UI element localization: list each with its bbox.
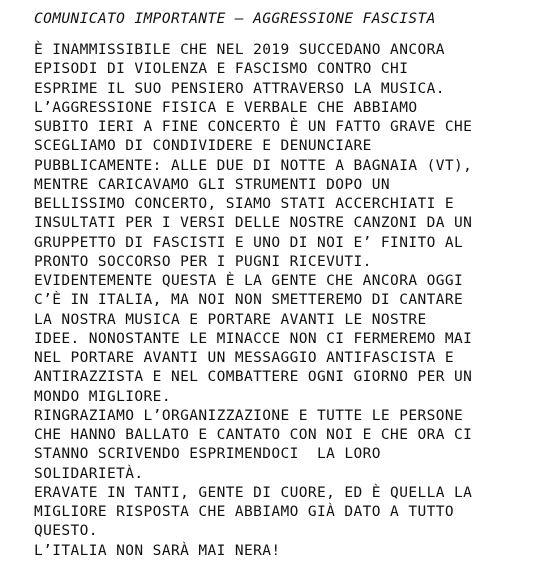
statement-line: SOLIDARIETÀ. [34, 465, 144, 482]
statement-line: STANNO SCRIVENDO ESPRIMENDOCI LA LORO [34, 446, 381, 463]
statement-line: GRUPPETTO DI FASCISTI E UNO DI NOI E’ FINITO AL [34, 234, 464, 251]
statement-line: ERAVATE IN TANTI, GENTE DI CUORE, ED È QUELLA LA [34, 484, 473, 501]
statement-line: L’ITALIA NON SARÀ MAI NERA! [34, 542, 281, 559]
statement-line: C’È IN ITALIA, MA NOI NON SMETTEREMO DI CANTARE [34, 292, 464, 309]
statement-line: SUBITO IERI A FINE CONCERTO È UN FATTO GRAVE CHE [34, 119, 473, 135]
statement-line: MENTRE CARICAVAMO GLI STRUMENTI DOPO UN [34, 176, 391, 193]
statement-line: MIGLIORE RISPOSTA CHE ABBIAMO GIÀ DATO A TUTTO [34, 504, 454, 520]
statement-body [34, 41, 472, 561]
statement-line: PRONTO SOCCORSO PER I PUGNI RICEVUTI. [34, 253, 372, 270]
statement-line: IDEE. NONOSTANTE LE MINACCE NON CI FERMEREMO MAI [34, 330, 473, 347]
statement-line: SCEGLIAMO DI CONDIVIDERE E DENUNCIARE [34, 138, 372, 155]
statement-line: MONDO MIGLIORE. [34, 388, 171, 405]
statement-line: QUESTO. [34, 523, 98, 540]
statement-line: L’AGGRESSIONE FISICA E VERBALE CHE ABBIAMO [34, 99, 418, 116]
statement-line: ESPRIME IL SUO PENSIERO ATTRAVERSO LA MUSICA. [34, 80, 445, 97]
statement-line: EPISODI DI VIOLENZA E FASCISMO CONTRO CHI [34, 61, 409, 78]
statement-title: COMUNICATO IMPORTANTE – AGGRESSIONE FASCISTA [34, 11, 436, 27]
statement-line: CHE HANNO BALLATO E CANTATO CON NOI E CHE ORA CI [34, 427, 473, 443]
statement-line: LA NOSTRA MUSICA E PORTARE AVANTI LE NOSTRE [34, 311, 427, 328]
statement-line: INSULTATI PER I VERSI DELLE NOSTRE CANZONI DA UN [34, 215, 473, 232]
statement-line: È INAMMISSIBILE CHE NEL 2019 SUCCEDANO ANCORA [34, 42, 445, 58]
statement-line: BELLISSIMO CONCERTO, SIAMO STATI ACCERCHIATI E [34, 196, 454, 212]
statement-line: PUBBLICAMENTE: ALLE DUE DI NOTTE A BAGNAIA (VT), [34, 157, 473, 174]
statement-line: ANTIRAZZISTA E NEL COMBATTERE OGNI GIORNO PER UN [34, 369, 473, 386]
statement-line: EVIDENTEMENTE QUESTA È LA GENTE CHE ANCORA OGGI [34, 273, 464, 289]
statement-line: RINGRAZIAMO L’ORGANIZZAZIONE E TUTTE LE PERSONE [34, 407, 464, 424]
statement-line: NEL PORTARE AVANTI UN MESSAGGIO ANTIFASCISTA E [34, 350, 454, 366]
